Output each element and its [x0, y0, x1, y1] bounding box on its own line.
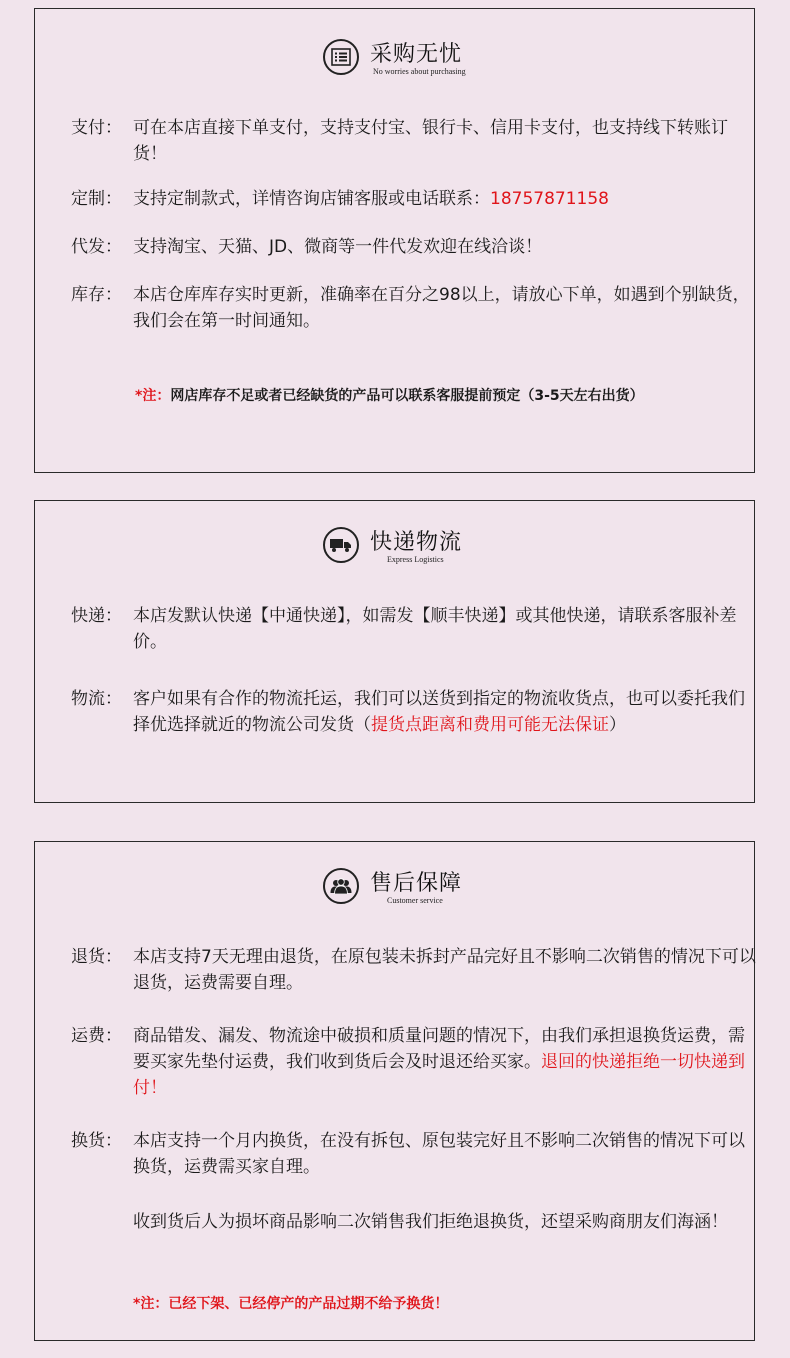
people-icon [323, 868, 359, 904]
express-label: 快递： [71, 606, 122, 626]
payment-label: 支付： [71, 118, 122, 138]
purchase-subtitle: No worries about purchasing [373, 67, 466, 76]
aftersale-note: *注：已经下架、已经停产的产品过期不给予换货！ [133, 1296, 449, 1312]
purchase-note [135, 385, 644, 405]
logistics-header [323, 525, 563, 573]
list-icon [323, 39, 359, 75]
returns-text: 本店支持7天无理由退货，在原包装未拆封产品完好且不影响二次销售的情况下可以退货，运费需要自理。 [133, 947, 756, 993]
freight-text: 客户如果有合作的物流托运，我们可以送货到指定的物流收货点，也可以委托我们择优选择就近的物流公司发货（ [133, 689, 745, 735]
aftersale-panel [34, 841, 755, 1341]
purchase-note-star: *注： [135, 388, 171, 404]
freight-warning: 提货点距离和费用可能无法保证 [371, 715, 609, 735]
aftersale-header [323, 866, 563, 914]
purchase-note-text: 网店库存不足或者已经缺货的产品可以联系客服提前预定（3-5天左右出货） [170, 388, 644, 404]
express-text: 本店发默认快递【中通快递】，如需发【顺丰快递】或其他快递，请联系客服补差价。 [133, 606, 737, 652]
custom-label: 定制： [71, 189, 122, 209]
purchase-header [323, 37, 563, 85]
payment-text: 可在本店直接下单支付，支持支付宝、银行卡、信用卡支付，也支持线下转账订货！ [133, 118, 728, 164]
dropship-text: 支持淘宝、天猫、JD、微商等一件代发欢迎在线洽谈！ [133, 237, 543, 257]
shipping-fee-label: 运费： [71, 1026, 122, 1046]
aftersale-title: 售后保障 [370, 871, 463, 896]
logistics-panel [34, 500, 755, 803]
freight-end: ） [609, 715, 626, 735]
purchase-panel [34, 8, 755, 473]
aftersale-subtitle: Customer service [387, 896, 443, 905]
custom-text-wrap [133, 186, 758, 212]
freight-text-wrap [133, 686, 758, 738]
shipping-fee-warning: 退回的快递拒绝一切快递到付！ [133, 1052, 745, 1098]
shipping-fee-text-wrap [133, 1023, 758, 1101]
logistics-subtitle: Express Logistics [387, 555, 444, 564]
logistics-title: 快递物流 [370, 530, 463, 555]
stock-label: 库存： [71, 285, 122, 305]
stock-text: 本店仓库库存实时更新，准确率在百分之98以上，请放心下单，如遇到个别缺货，我们会在第一时间通知。 [133, 285, 750, 331]
purchase-title: 采购无忧 [370, 42, 463, 67]
freight-label: 物流： [71, 689, 122, 709]
damage-text: 收到货后人为损坏商品影响二次销售我们拒绝退换货，还望采购商朋友们海涵！ [133, 1212, 728, 1232]
custom-phone: 18757871158 [490, 189, 609, 209]
truck-icon [323, 527, 359, 563]
custom-text: 支持定制款式，详情咨询店铺客服或电话联系： [133, 189, 490, 209]
exchange-text: 本店支持一个月内换货，在没有拆包、原包装完好且不影响二次销售的情况下可以换货，运费需买家自理。 [133, 1131, 745, 1177]
shipping-fee-text: 商品错发、漏发、物流途中破损和质量问题的情况下，由我们承担退换货运费，需要买家先垫付运费，我们收到货后会及时退还给买家。 [133, 1026, 745, 1072]
returns-label: 退货： [71, 947, 122, 967]
dropship-label: 代发： [71, 237, 122, 257]
exchange-label: 换货： [71, 1131, 122, 1151]
